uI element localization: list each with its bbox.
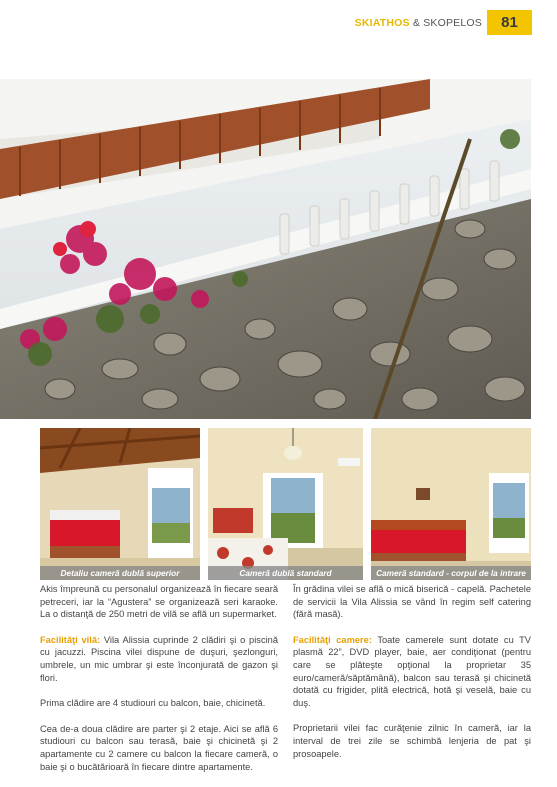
paragraph: În grădina vilei se află o mică biserică - capelă. Pachetele de servicii la Vila Alissia se vând în regim self catering (fără masă). — [293, 584, 531, 620]
bedroom-photo-icon — [40, 428, 200, 580]
paragraph — [293, 634, 531, 710]
bedroom-photo-icon — [371, 428, 531, 580]
text-column-left — [40, 583, 278, 786]
header-region: SKIATHOS — [354, 17, 410, 29]
villa-terrace-photo-icon — [0, 79, 531, 419]
room-facilities-text: Toate camerele sunt dotate cu TV plasmă 22”, DVD player, baie, aer condiţionat (pentru care se plăteşte opţional la proprietar 35 euro/cameră/săptămână), balcon sau terasă şi chicinetă dotată cu frigider, plită electrică, hotă şi veselă, baie cu duş. — [293, 634, 531, 708]
header-region-2: SKOPELOS — [423, 17, 482, 29]
villa-facilities-text: Vila Alissia cuprinde 2 clădiri şi o piscină cu jacuzzi. Piscina vilei dispune de duşuri, şezlonguri, umbrele, un mic umbrar şi este înconjurată de gazon şi flori. — [40, 634, 278, 683]
paragraph: Akis împreună cu personalul organizează în fiecare seară petreceri, iar la “Agustera” se organizează seri karaoke. La o distanţă de 250 metri de vilă se află un supermarket. — [40, 584, 278, 620]
header-separator: & — [412, 17, 421, 29]
paragraph: Proprietarii vilei fac curăţenie zilnic în cameră, iar la interval de trei zile se schimbă lenjeria de pat şi prosoapele. — [293, 723, 531, 759]
paragraph — [40, 634, 278, 684]
paragraph: Cea de-a doua clădire are parter şi 2 etaje. Aici se află 6 studiouri cu balcon sau terasă, baie şi chicinetă şi 2 apartamente cu 2 camere cu balcon la fiecare cameră, o baie şi o bucătărioară în fiecare dintre apartamente. — [40, 723, 278, 772]
thumbnail-caption: Cameră standard - corpul de la intrare — [371, 566, 531, 580]
room-facilities-label: Facilităţi camere: — [293, 634, 372, 645]
text-column-right — [293, 583, 531, 773]
bedroom-photo-icon — [208, 428, 363, 580]
header-brand — [355, 17, 482, 29]
thumbnail-caption: Cameră dublă standard — [208, 566, 363, 580]
hero-photo — [0, 79, 531, 419]
thumbnail-caption: Detaliu cameră dublă superior — [40, 566, 200, 580]
thumbnail-superior-room — [40, 428, 200, 580]
thumbnail-standard-entrance — [371, 428, 531, 580]
paragraph: Prima clădire are 4 studiouri cu balcon, baie, chicinetă. — [40, 698, 266, 709]
page-number: 81 — [487, 10, 532, 35]
villa-facilities-label: Facilităţi vilă: — [40, 634, 101, 645]
thumbnail-standard-double — [208, 428, 363, 580]
